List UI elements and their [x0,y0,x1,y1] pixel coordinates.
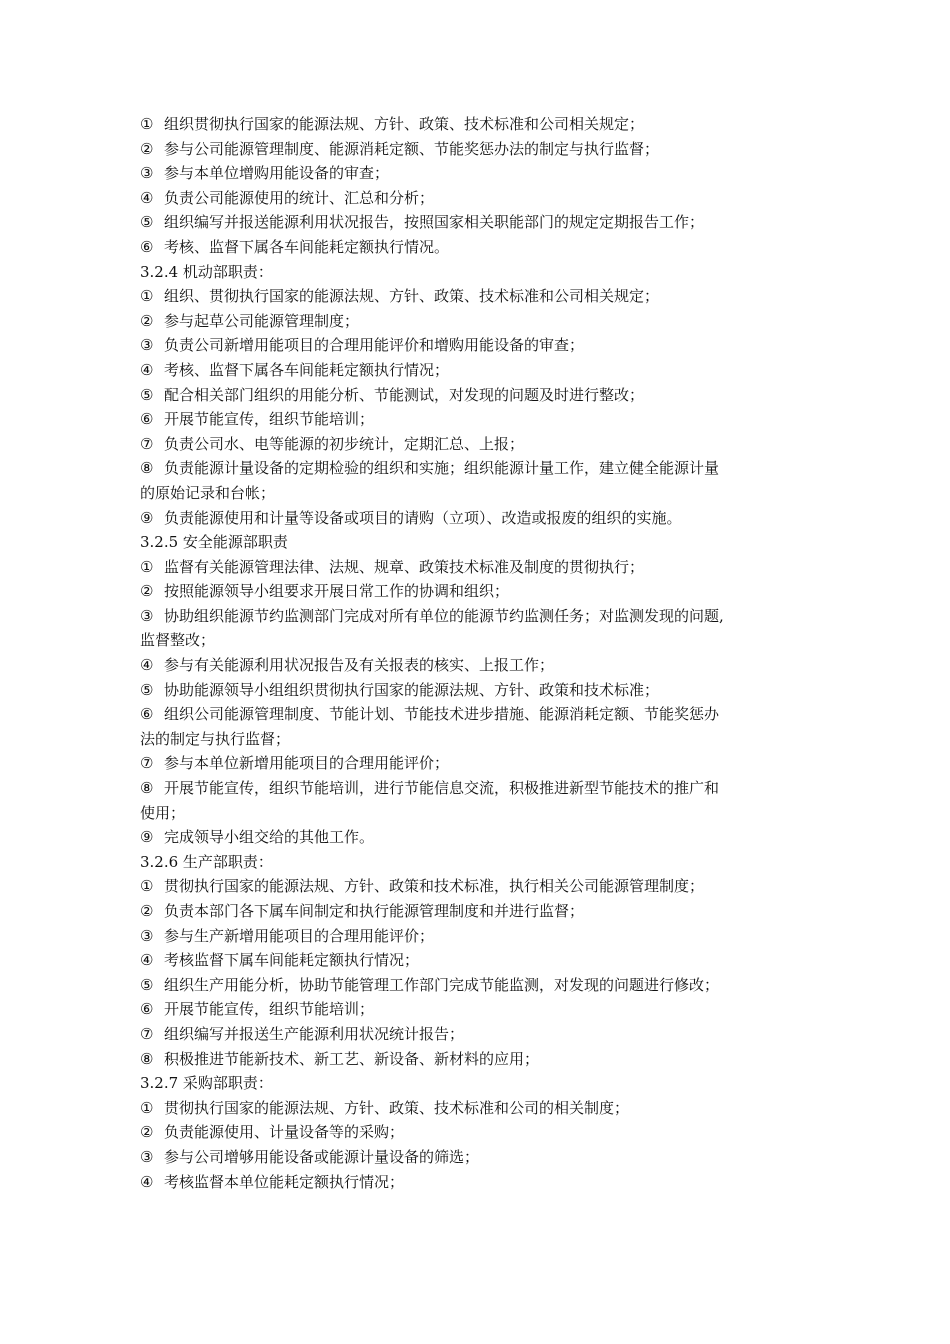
item-number: ④ [140,656,154,675]
list-item [140,358,820,383]
item-text: 按照能源领导小组要求开展日常工作的协调和组织； [164,582,510,601]
item-text: 组织贯彻执行国家的能源法规、方针、政策、技术标准和公司相关规定； [164,115,645,133]
item-text-continuation: 监督整改； [140,631,216,650]
item-number: ② [140,582,154,601]
item-number: ① [140,115,154,133]
item-number: ⑨ [140,508,154,527]
item-text: 参与起草公司能源管理制度； [164,311,360,330]
list-item [140,1096,820,1121]
item-number: ⑤ [140,385,154,404]
item-text: 开展节能宣传，组织节能培训； [164,1000,375,1019]
item-text: 考核监督下属车间能耗定额执行情况； [164,951,420,970]
item-text: 协助组织能源节约监测部门完成对所有单位的能源节约监测任务；对监测发现的问题, [164,606,724,625]
item-number: ⑦ [140,434,154,453]
list-item [140,1145,820,1170]
item-text: 负责公司水、电等能源的初步统计，定期汇总、上报； [164,434,525,453]
item-text: 完成领导小组交给的其他工作。 [164,828,375,847]
item-text: 组织编写并报送能源利用状况报告，按照国家相关职能部门的规定定期报告工作； [164,213,705,232]
item-text: 参与公司增够用能设备或能源计量设备的筛选； [164,1147,480,1166]
item-text: 负责能源使用、计量设备等的采购； [164,1123,405,1142]
item-text: 开展节能宣传，组织节能培训，进行节能信息交流，积极推进新型节能技术的推广和 [164,779,720,798]
list-item [140,333,820,358]
item-number: ⑥ [140,237,154,256]
item-text: 组织公司能源管理制度、节能计划、节能技术进步措施、能源消耗定额、节能奖惩办 [164,705,720,724]
item-number: ⑧ [140,1049,154,1068]
item-number: ① [140,287,154,306]
list-item [140,235,820,260]
list-item [140,432,820,457]
document-page [140,112,820,1194]
list-item [140,825,820,850]
list-item [140,776,820,801]
list-item [140,579,820,604]
item-number: ④ [140,188,154,207]
item-text: 参与公司能源管理制度、能源消耗定额、节能奖惩办法的制定与执行监督； [164,139,660,158]
item-number: ③ [140,926,154,945]
item-number: ④ [140,951,154,970]
list-item [140,604,820,629]
list-item [140,924,820,949]
item-number: ① [140,557,154,576]
item-text: 负责能源计量设备的定期检验的组织和实施；组织能源计量工作，建立健全能源计量 [164,459,720,478]
item-text: 负责本部门各下属车间制定和执行能源管理制度和并进行监督； [164,902,585,920]
section-heading: 3.2.5 安全能源部职责 [140,533,288,552]
item-text: 组织、贯彻执行国家的能源法规、方针、政策、技术标准和公司相关规定； [164,287,660,306]
list-item [140,653,820,678]
item-text: 负责能源使用和计量等设备或项目的请购（立项）、改造或报废的组织的实施。 [164,508,682,527]
item-text: 积极推进节能新技术、新工艺、新设备、新材料的应用； [164,1049,540,1068]
list-item [140,973,820,998]
item-number: ③ [140,336,154,355]
item-text: 组织生产用能分析，协助节能管理工作部门完成节能监测，对发现的问题进行修改； [164,975,720,994]
item-number: ④ [140,360,154,379]
item-number: ⑦ [140,1024,154,1043]
list-item [140,1047,820,1072]
list-item [140,899,820,924]
item-number: ① [140,877,154,896]
item-number: ③ [140,164,154,183]
item-text: 参与本单位增购用能设备的审查； [164,164,390,183]
item-number: ④ [140,1172,154,1191]
item-number: ⑧ [140,779,154,798]
item-number: ⑧ [140,459,154,478]
item-number: ② [140,311,154,330]
list-item [140,309,820,334]
item-text: 组织编写并报送生产能源利用状况统计报告； [164,1024,465,1043]
section-heading: 3.2.7 采购部职责： [140,1074,273,1093]
item-text: 参与本单位新增用能项目的合理用能评价； [164,754,450,773]
item-number: ⑤ [140,213,154,232]
item-text-continuation: 的原始记录和台帐； [140,483,276,502]
item-number: ② [140,139,154,158]
item-number: ① [140,1098,154,1117]
list-item [140,210,820,235]
list-item [140,284,820,309]
item-text: 配合相关部门组织的用能分析、节能测试，对发现的问题及时进行整改； [164,385,645,404]
list-item [140,997,820,1022]
item-text: 负责公司新增用能项目的合理用能评价和增购用能设备的审查； [164,336,585,355]
list-item [140,1022,820,1047]
item-number: ⑥ [140,1000,154,1019]
item-text: 参与生产新增用能项目的合理用能评价； [164,926,435,945]
list-item [140,186,820,211]
list-item [140,948,820,973]
item-number: ② [140,1123,154,1142]
list-item [140,112,820,137]
list-item [140,456,820,481]
item-text: 考核监督本单位能耗定额执行情况； [164,1172,405,1191]
list-item [140,874,820,899]
item-text: 负责公司能源使用的统计、汇总和分析； [164,188,435,207]
section-heading: 3.2.4 机动部职责： [140,262,273,281]
list-item [140,383,820,408]
item-text-continuation: 使用； [140,803,186,822]
item-number: ⑤ [140,975,154,994]
item-text: 考核、监督下属各车间能耗定额执行情况； [164,360,450,379]
item-text: 贯彻执行国家的能源法规、方针、政策和技术标准，执行相关公司能源管理制度； [164,877,705,896]
item-number: ⑥ [140,410,154,429]
item-number: ⑤ [140,680,154,699]
item-text: 参与有关能源利用状况报告及有关报表的核实、上报工作； [164,656,555,675]
list-item [140,407,820,432]
item-text: 开展节能宣传，组织节能培训； [164,410,375,429]
list-item [140,1170,820,1195]
list-item [140,1120,820,1145]
list-item [140,161,820,186]
item-number: ③ [140,606,154,625]
list-item [140,751,820,776]
item-number: ⑥ [140,705,154,724]
item-text: 考核、监督下属各车间能耗定额执行情况。 [164,237,450,256]
item-number: ③ [140,1147,154,1166]
item-number: ② [140,902,154,920]
item-text: 贯彻执行国家的能源法规、方针、政策、技术标准和公司的相关制度； [164,1098,630,1117]
item-number: ⑦ [140,754,154,773]
list-item [140,555,820,580]
section-heading: 3.2.6 生产部职责： [140,852,273,871]
list-item [140,137,820,162]
list-item [140,506,820,531]
item-text: 协助能源领导小组组织贯彻执行国家的能源法规、方针、政策和技术标准； [164,680,660,699]
item-text: 监督有关能源管理法律、法规、规章、政策技术标准及制度的贯彻执行； [164,557,645,576]
item-number: ⑨ [140,828,154,847]
list-item [140,678,820,703]
list-item [140,702,820,727]
item-text-continuation: 法的制定与执行监督； [140,729,291,748]
